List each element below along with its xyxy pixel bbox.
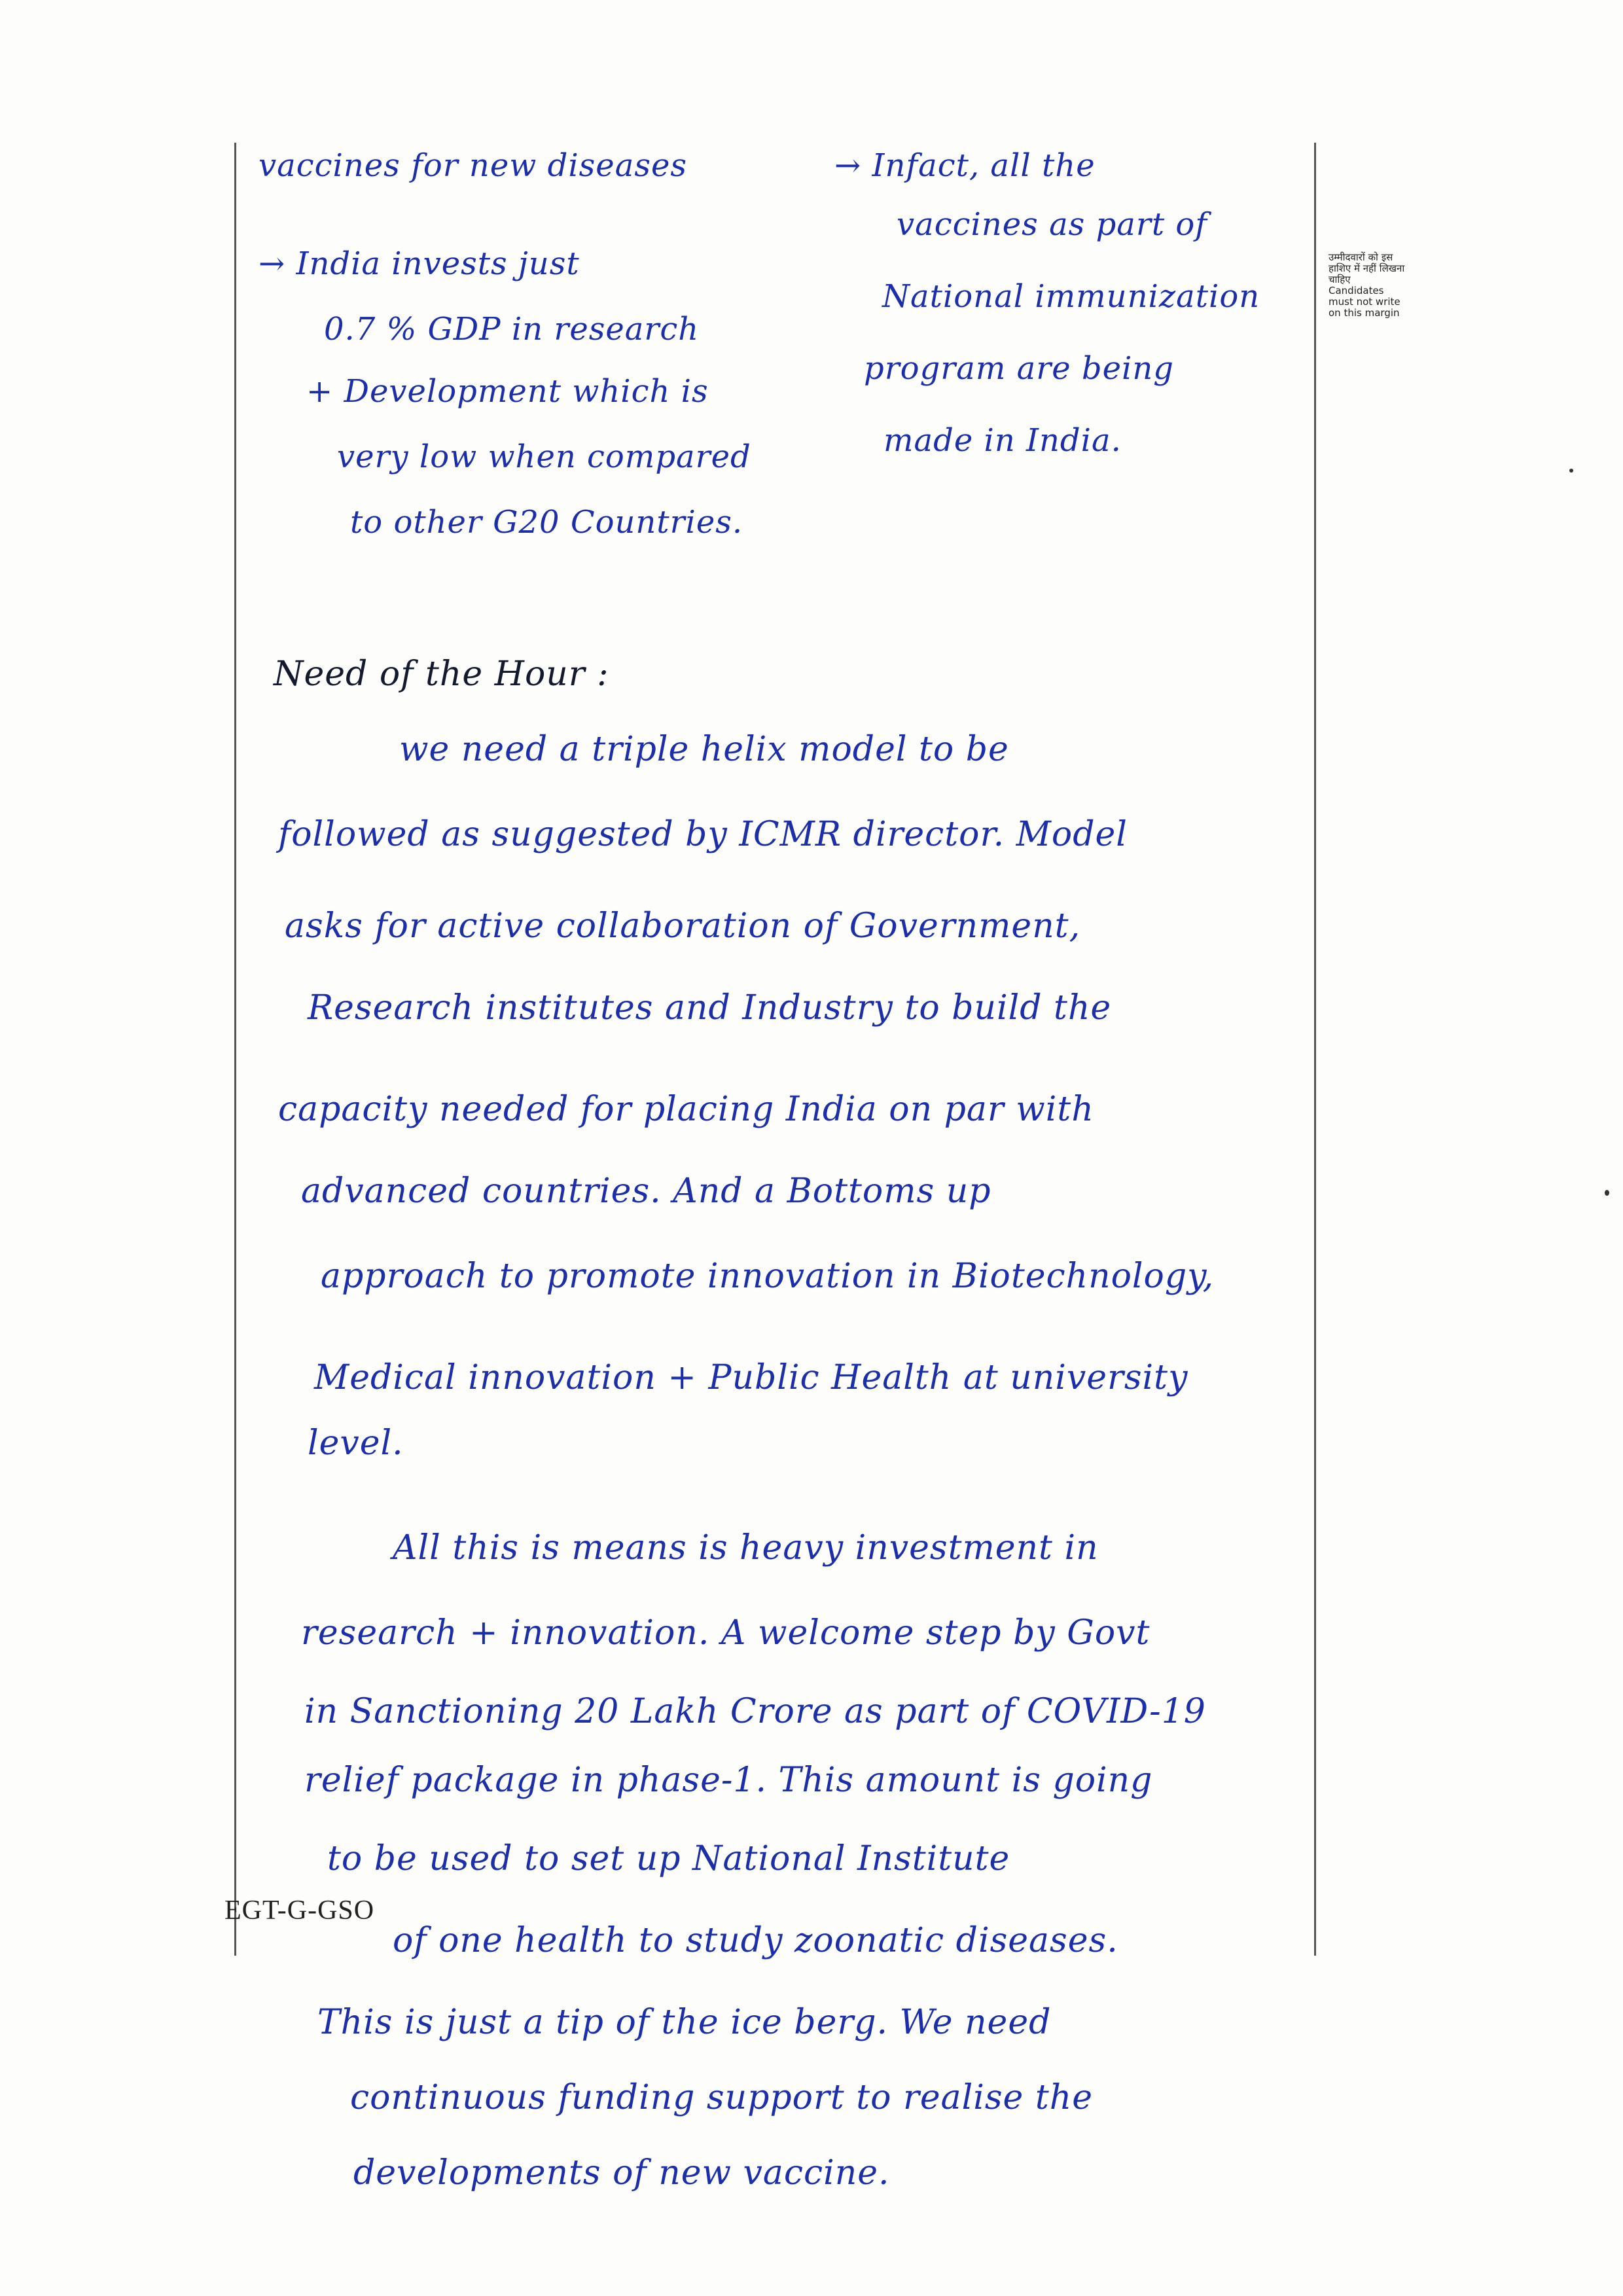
paragraph-line: of one health to study zoonatic diseases. <box>393 1921 1118 1960</box>
paragraph-line: continuous funding support to realise the <box>350 2078 1094 2117</box>
margin-instruction-english: Candidates must not write on this margin <box>1329 285 1400 319</box>
left-margin-line <box>234 143 236 1956</box>
left-column-line: 0.7 % GDP in research <box>324 311 700 348</box>
paragraph-line: to be used to set up National Institute <box>327 1839 1010 1878</box>
paragraph-line: developments of new vaccine. <box>353 2153 890 2193</box>
paragraph-line: Medical innovation + Public Health at university <box>314 1358 1188 1397</box>
paragraph-line: Research institutes and Industry to build the <box>308 988 1112 1028</box>
left-column-line: very low when compared <box>337 439 751 475</box>
left-column-line: vaccines for new diseases <box>259 147 687 184</box>
margin-instruction <box>1329 252 1407 319</box>
paragraph-line: capacity needed for placing India on par with <box>278 1090 1094 1129</box>
paper-speck <box>1605 1190 1609 1196</box>
right-column-line: program are being <box>864 350 1174 387</box>
right-column-line: → Infact, all the <box>834 147 1096 184</box>
section-heading: Need of the Hour : <box>274 655 609 694</box>
paragraph-line: All this is means is heavy investment in <box>393 1528 1099 1568</box>
paragraph-line: approach to promote innovation in Biotechnology, <box>321 1257 1215 1296</box>
paragraph-line: This is just a tip of the ice berg. We need <box>317 2003 1052 2042</box>
paragraph-line: followed as suggested by ICMR director. Model <box>278 815 1128 854</box>
right-column-line: made in India. <box>883 422 1122 459</box>
left-column-line: + Development which is <box>306 373 709 410</box>
right-margin-line <box>1314 143 1316 1956</box>
paper-code: EGT-G-GSO <box>224 1895 375 1926</box>
left-column-line: → India invests just <box>259 245 580 282</box>
right-column-line: vaccines as part of <box>897 206 1208 243</box>
paragraph-line: asks for active collaboration of Government, <box>285 906 1081 946</box>
left-column-line: to other G20 Countries. <box>350 504 743 541</box>
paragraph-line: level. <box>308 1424 404 1463</box>
paragraph-line: research + innovation. A welcome step by Govt <box>301 1613 1150 1653</box>
paragraph-line: in Sanctioning 20 Lakh Crore as part of COVID-19 <box>304 1692 1206 1731</box>
right-column-line: National immunization <box>882 278 1260 315</box>
margin-instruction-hindi: उम्मीदवारों को इस हाशिए में नहीं लिखना चाहिए <box>1329 251 1405 285</box>
paragraph-line: we need a triple helix model to be <box>399 730 1009 769</box>
paper-speck <box>1569 469 1573 473</box>
paragraph-line: advanced countries. And a Bottoms up <box>301 1172 991 1211</box>
paragraph-line: relief package in phase-1. This amount is going <box>304 1761 1153 1800</box>
